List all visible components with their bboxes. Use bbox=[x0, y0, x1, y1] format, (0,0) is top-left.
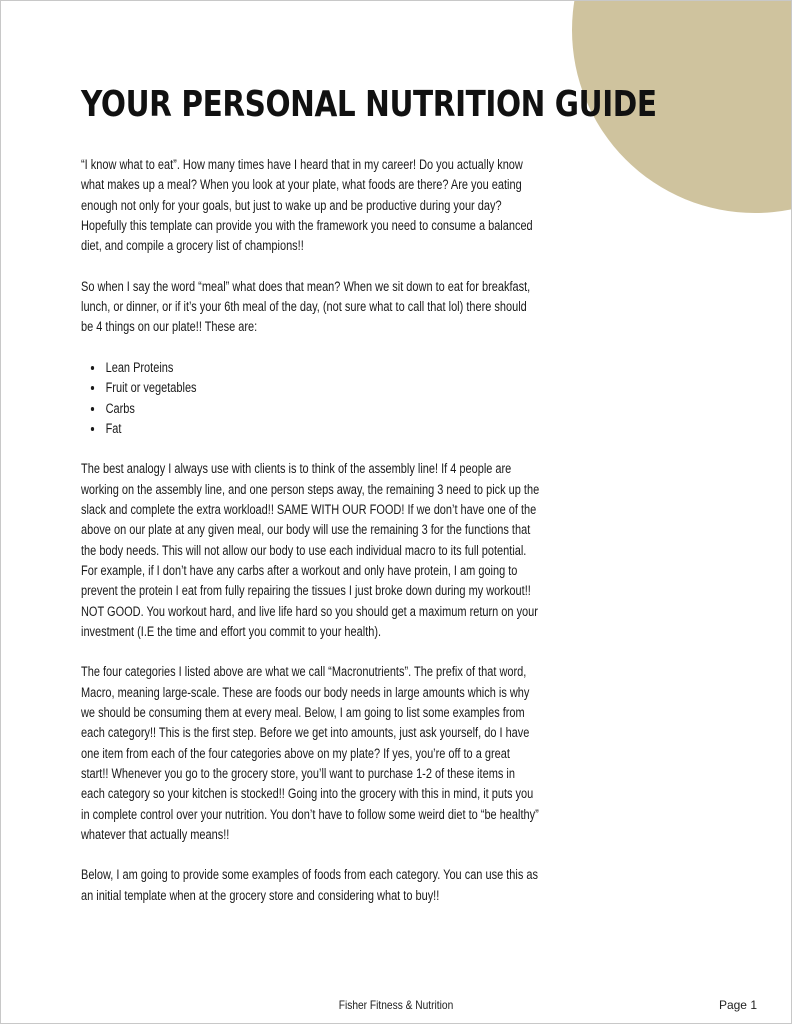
meal-paragraph: So when I say the word “meal” what does that mean? When we sit down to eat for breakfast, lunch, or dinner, or if it’s your 6th meal of the day, (not sure what to call that lol) there should be 4 things on our plate!! These are: bbox=[81, 278, 531, 335]
list-item: • Fat bbox=[103, 419, 540, 439]
macronutrient-list bbox=[81, 358, 540, 439]
page-title: YOUR PERSONAL NUTRITION GUIDE bbox=[81, 84, 657, 125]
examples-paragraph: Below, I am going to provide some examples of foods from each category. You can use this as an initial template when at the grocery store and considering what to buy!! bbox=[81, 867, 538, 903]
analogy-paragraph: The best analogy I always use with clients is to think of the assembly line! If 4 people are working on the assembly line, and one person steps away, the remaining 3 need to pick up the slack and complete the extra workload!! SAME WITH OUR FOOD! If we don’t have one of the above on our plate at any given meal, our body will use the remaining 3 for the functions that the body needs. This will not allow our body to use each individual macro to its full potential. For example, if I don’t have any carbs after a workout and only have protein, I am going to prevent the protein I eat from fully repairing the tissues I just broke down during my workout!! NOT GOOD. You workout hard, and live life hard so you should get a maximum return on your investment (I.E the time and effort you commit to your health). bbox=[81, 461, 540, 639]
page-number: Page 1 bbox=[718, 998, 757, 1012]
intro-paragraph: “I know what to eat”. How many times have I heard that in my career! Do you actually know what makes up a meal? When you look at your plate, what foods are there? Are you eating enough not only for your goals, but just to wake up and be productive during your day? Hopefully this template can provide you with the framework you need to consume a balanced diet, and compile a grocery list of champions!! bbox=[81, 157, 533, 254]
macronutrients-paragraph: The four categories I listed above are what we call “Macronutrients”. The prefix of that word, Macro, meaning large-scale. These are foods our body needs in large amounts which is why we should be consuming them at every meal. Below, I am going to list some examples from each category!! This is the first step. Before we get into amounts, just ask yourself, do I have one item from each of the four categories above on my plate? If yes, you’re off to a great start!! Whenever you go to the grocery store, you’ll want to purchase 1-2 of these items in each category so your kitchen is stocked!! Going into the grocery with this in mind, it puts you in complete control over your nutrition. You don’t have to follow some weird diet to “be healthy” whatever that actually means!! bbox=[81, 664, 539, 842]
footer-brand: Fisher Fitness & Nutrition bbox=[338, 998, 454, 1012]
document-body bbox=[81, 155, 540, 926]
list-item: • Fruit or vegetables bbox=[103, 378, 540, 398]
list-item: • Carbs bbox=[103, 399, 540, 419]
list-item: • Lean Proteins bbox=[103, 358, 540, 378]
